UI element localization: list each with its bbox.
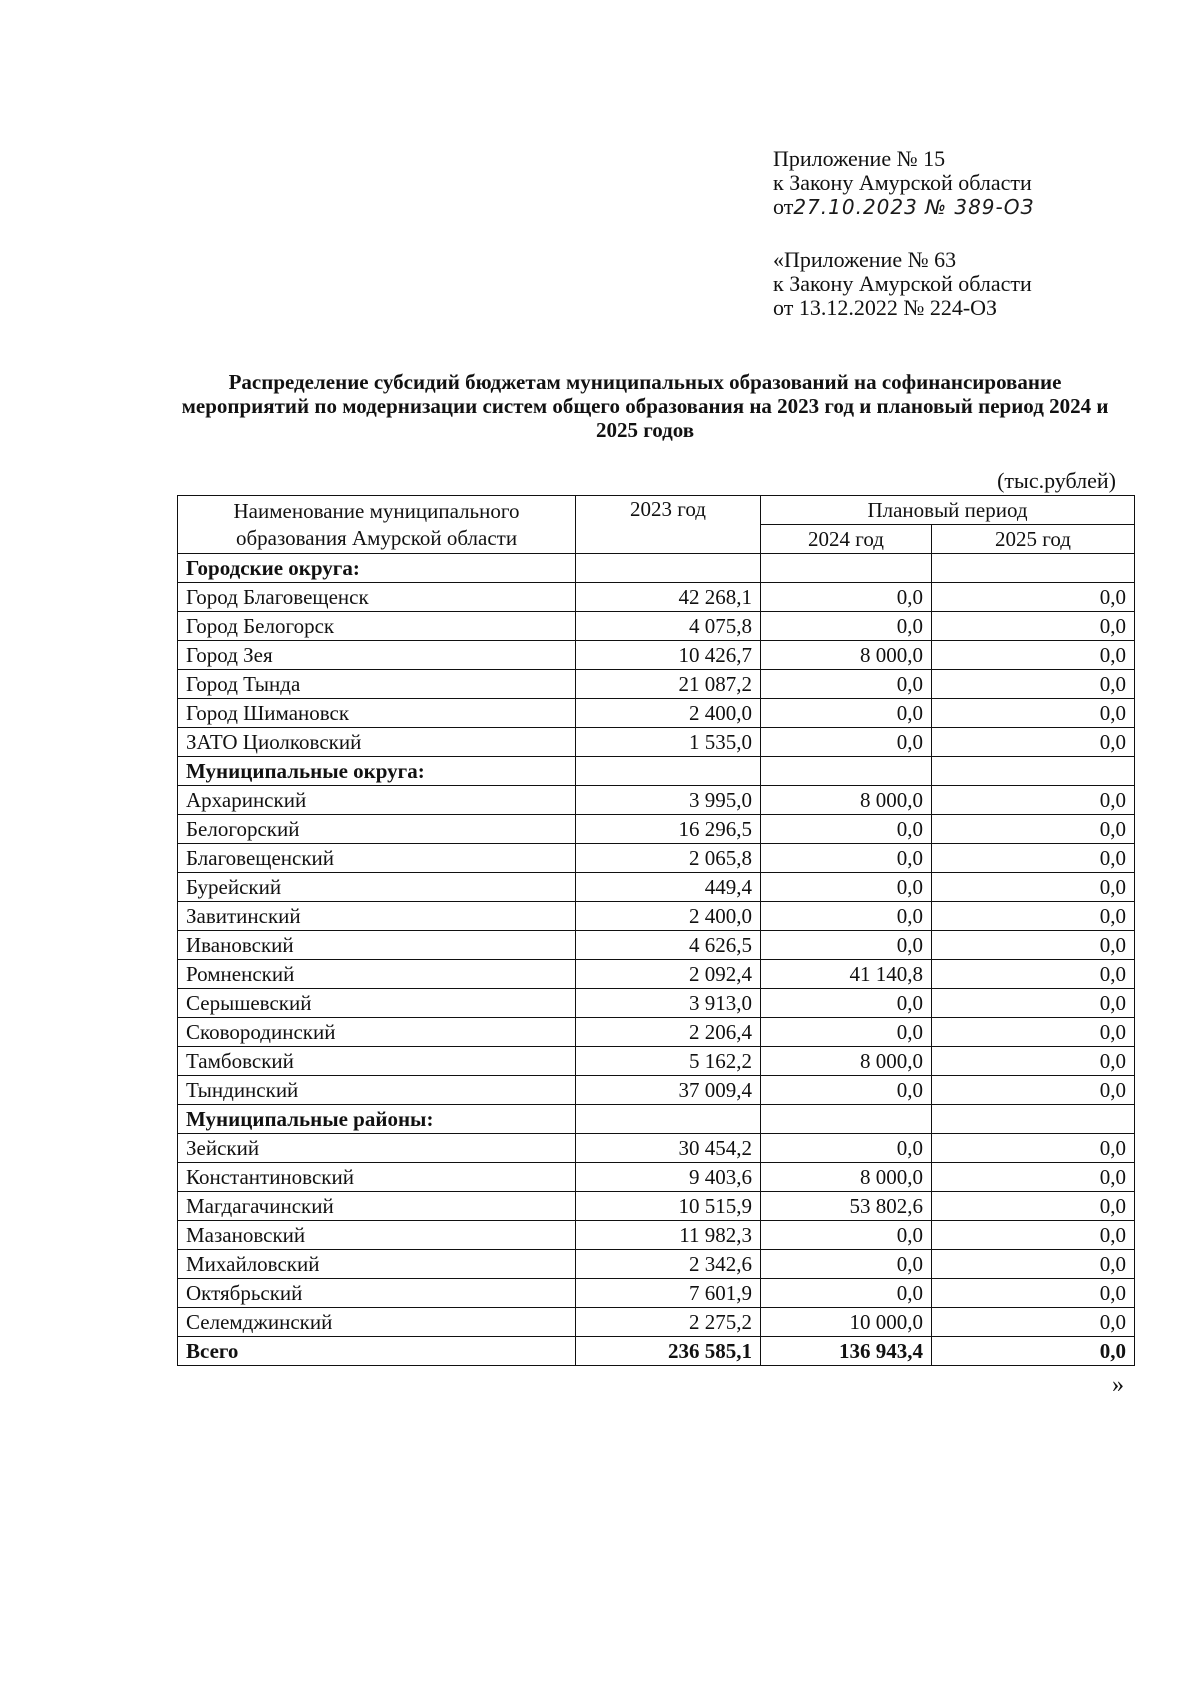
value-2025: 0,0 xyxy=(932,1192,1135,1221)
value-2025: 0,0 xyxy=(932,873,1135,902)
value-2025: 0,0 xyxy=(932,1250,1135,1279)
table-row xyxy=(178,1047,1135,1076)
value-2023 xyxy=(576,1105,761,1134)
value-2023: 21 087,2 xyxy=(576,670,761,699)
value-2025 xyxy=(932,1105,1135,1134)
value-2023: 5 162,2 xyxy=(576,1047,761,1076)
value-2023: 10 426,7 xyxy=(576,641,761,670)
value-2023: 10 515,9 xyxy=(576,1192,761,1221)
appendix-reference xyxy=(773,147,1153,219)
municipality-name: Тамбовский xyxy=(178,1047,576,1076)
municipality-name: Город Зея xyxy=(178,641,576,670)
value-2025: 0,0 xyxy=(932,1047,1135,1076)
value-2025: 0,0 xyxy=(932,1221,1135,1250)
table-row xyxy=(178,583,1135,612)
value-2025: 0,0 xyxy=(932,815,1135,844)
value-2023: 9 403,6 xyxy=(576,1163,761,1192)
municipality-name: Октябрьский xyxy=(178,1279,576,1308)
value-2024: 8 000,0 xyxy=(761,1163,932,1192)
value-2024: 0,0 xyxy=(761,931,932,960)
table-row xyxy=(178,960,1135,989)
municipality-name: Белогорский xyxy=(178,815,576,844)
value-2025: 0,0 xyxy=(932,670,1135,699)
unit-label: (тыс.рублей) xyxy=(997,468,1116,493)
header-2023: 2023 год xyxy=(576,496,761,554)
municipality-name: Городские округа: xyxy=(178,554,576,583)
value-2025: 0,0 xyxy=(932,1018,1135,1047)
value-2023: 2 092,4 xyxy=(576,960,761,989)
value-2024: 0,0 xyxy=(761,1221,932,1250)
value-2025: 0,0 xyxy=(932,728,1135,757)
value-2024: 0,0 xyxy=(761,699,932,728)
value-2023: 4 626,5 xyxy=(576,931,761,960)
value-2024: 8 000,0 xyxy=(761,641,932,670)
value-2025: 0,0 xyxy=(932,1163,1135,1192)
value-2025: 0,0 xyxy=(932,612,1135,641)
municipality-name: Михайловский xyxy=(178,1250,576,1279)
table-row xyxy=(178,612,1135,641)
appendix-date-line xyxy=(773,195,1153,219)
municipality-name: Благовещенский xyxy=(178,844,576,873)
value-2023: 2 206,4 xyxy=(576,1018,761,1047)
table-row xyxy=(178,1018,1135,1047)
amended-appendix-date: от 13.12.2022 № 224-ОЗ xyxy=(773,295,998,320)
group-row xyxy=(178,757,1135,786)
municipality-name: Мазановский xyxy=(178,1221,576,1250)
group-row xyxy=(178,1105,1135,1134)
table-body xyxy=(178,554,1135,1366)
value-2023: 37 009,4 xyxy=(576,1076,761,1105)
value-2025: 0,0 xyxy=(932,1337,1135,1366)
amended-appendix-number: «Приложение № 63 xyxy=(773,247,957,272)
value-2023: 2 275,2 xyxy=(576,1308,761,1337)
municipality-name: Город Шимановск xyxy=(178,699,576,728)
table-row xyxy=(178,670,1135,699)
subsidy-table xyxy=(177,495,1135,1366)
value-2023: 42 268,1 xyxy=(576,583,761,612)
group-row xyxy=(178,554,1135,583)
value-2023: 449,4 xyxy=(576,873,761,902)
header-2025: 2025 год xyxy=(932,525,1135,554)
table-row xyxy=(178,873,1135,902)
value-2023: 1 535,0 xyxy=(576,728,761,757)
appendix-law: к Закону Амурской области xyxy=(773,170,1032,195)
municipality-name: Всего xyxy=(178,1337,576,1366)
municipality-name: Константиновский xyxy=(178,1163,576,1192)
appendix-date-prefix: от xyxy=(773,194,794,219)
table-row xyxy=(178,1192,1135,1221)
value-2025: 0,0 xyxy=(932,1279,1135,1308)
table-row xyxy=(178,1250,1135,1279)
value-2025: 0,0 xyxy=(932,902,1135,931)
value-2024: 10 000,0 xyxy=(761,1308,932,1337)
municipality-name: Завитинский xyxy=(178,902,576,931)
header-municipality-line2: образования Амурской области xyxy=(235,525,518,550)
municipality-name: Серышевский xyxy=(178,989,576,1018)
value-2025: 0,0 xyxy=(932,989,1135,1018)
table-row xyxy=(178,1134,1135,1163)
value-2023: 2 065,8 xyxy=(576,844,761,873)
value-2025: 0,0 xyxy=(932,641,1135,670)
value-2025: 0,0 xyxy=(932,844,1135,873)
value-2024: 0,0 xyxy=(761,1134,932,1163)
value-2023 xyxy=(576,554,761,583)
value-2023: 2 400,0 xyxy=(576,699,761,728)
municipality-name: Зейский xyxy=(178,1134,576,1163)
header-2024: 2024 год xyxy=(761,525,932,554)
value-2024 xyxy=(761,757,932,786)
amended-appendix-reference xyxy=(773,248,1153,320)
table-row xyxy=(178,1221,1135,1250)
municipality-name: Селемджинский xyxy=(178,1308,576,1337)
value-2024: 0,0 xyxy=(761,873,932,902)
value-2025: 0,0 xyxy=(932,1076,1135,1105)
handwritten-date-number: 27.10.2023 № 389-ОЗ xyxy=(793,195,1035,219)
table-row xyxy=(178,902,1135,931)
value-2023: 3 995,0 xyxy=(576,786,761,815)
value-2024: 0,0 xyxy=(761,612,932,641)
municipality-name: Тындинский xyxy=(178,1076,576,1105)
municipality-name: Ивановский xyxy=(178,931,576,960)
value-2023 xyxy=(576,757,761,786)
value-2025: 0,0 xyxy=(932,1134,1135,1163)
value-2024: 0,0 xyxy=(761,1279,932,1308)
value-2023: 30 454,2 xyxy=(576,1134,761,1163)
table-row xyxy=(178,699,1135,728)
value-2024: 8 000,0 xyxy=(761,786,932,815)
value-2024: 0,0 xyxy=(761,728,932,757)
table-row xyxy=(178,1308,1135,1337)
appendix-number: Приложение № 15 xyxy=(773,146,946,171)
value-2023: 2 400,0 xyxy=(576,902,761,931)
municipality-name: Город Белогорск xyxy=(178,612,576,641)
table-row xyxy=(178,989,1135,1018)
table-row xyxy=(178,728,1135,757)
value-2023: 4 075,8 xyxy=(576,612,761,641)
value-2023: 7 601,9 xyxy=(576,1279,761,1308)
value-2025: 0,0 xyxy=(932,960,1135,989)
table-row xyxy=(178,786,1135,815)
value-2024: 0,0 xyxy=(761,1250,932,1279)
total-row xyxy=(178,1337,1135,1366)
table-row xyxy=(178,1279,1135,1308)
value-2025: 0,0 xyxy=(932,1308,1135,1337)
value-2024: 0,0 xyxy=(761,583,932,612)
value-2024: 0,0 xyxy=(761,815,932,844)
value-2024: 53 802,6 xyxy=(761,1192,932,1221)
municipality-name: Ромненский xyxy=(178,960,576,989)
municipality-name: Город Тында xyxy=(178,670,576,699)
value-2024: 0,0 xyxy=(761,902,932,931)
value-2025: 0,0 xyxy=(932,931,1135,960)
municipality-name: Магдагачинский xyxy=(178,1192,576,1221)
value-2023: 11 982,3 xyxy=(576,1221,761,1250)
municipality-name: Муниципальные районы: xyxy=(178,1105,576,1134)
header-municipality xyxy=(178,496,576,554)
value-2024: 0,0 xyxy=(761,1076,932,1105)
municipality-name: ЗАТО Циолковский xyxy=(178,728,576,757)
value-2024: 0,0 xyxy=(761,989,932,1018)
value-2025: 0,0 xyxy=(932,699,1135,728)
value-2025: 0,0 xyxy=(932,583,1135,612)
municipality-name: Город Благовещенск xyxy=(178,583,576,612)
value-2024: 136 943,4 xyxy=(761,1337,932,1366)
value-2025: 0,0 xyxy=(932,786,1135,815)
municipality-name: Бурейский xyxy=(178,873,576,902)
municipality-name: Архаринский xyxy=(178,786,576,815)
value-2023: 2 342,6 xyxy=(576,1250,761,1279)
document-title: Распределение субсидий бюджетам муниципальных образований на софинансирование мероприятий по модернизации систем общего образования на 2023 год и плановый период 2024 и 2025 годов xyxy=(181,370,1109,442)
value-2023: 3 913,0 xyxy=(576,989,761,1018)
header-municipality-line1: Наименование муниципального xyxy=(233,498,520,523)
value-2024: 0,0 xyxy=(761,1018,932,1047)
value-2024: 0,0 xyxy=(761,844,932,873)
table-row xyxy=(178,1076,1135,1105)
value-2025 xyxy=(932,554,1135,583)
closing-quote: » xyxy=(1112,1372,1124,1398)
table-row xyxy=(178,641,1135,670)
municipality-name: Сковородинский xyxy=(178,1018,576,1047)
value-2025 xyxy=(932,757,1135,786)
value-2024 xyxy=(761,1105,932,1134)
value-2024: 0,0 xyxy=(761,670,932,699)
table-row xyxy=(178,1163,1135,1192)
table-row xyxy=(178,844,1135,873)
value-2024: 41 140,8 xyxy=(761,960,932,989)
value-2024: 8 000,0 xyxy=(761,1047,932,1076)
header-planned-period: Плановый период xyxy=(761,496,1135,525)
value-2024 xyxy=(761,554,932,583)
table-row xyxy=(178,815,1135,844)
value-2023: 236 585,1 xyxy=(576,1337,761,1366)
value-2023: 16 296,5 xyxy=(576,815,761,844)
table-row xyxy=(178,931,1135,960)
amended-appendix-law: к Закону Амурской области xyxy=(773,271,1032,296)
municipality-name: Муниципальные округа: xyxy=(178,757,576,786)
